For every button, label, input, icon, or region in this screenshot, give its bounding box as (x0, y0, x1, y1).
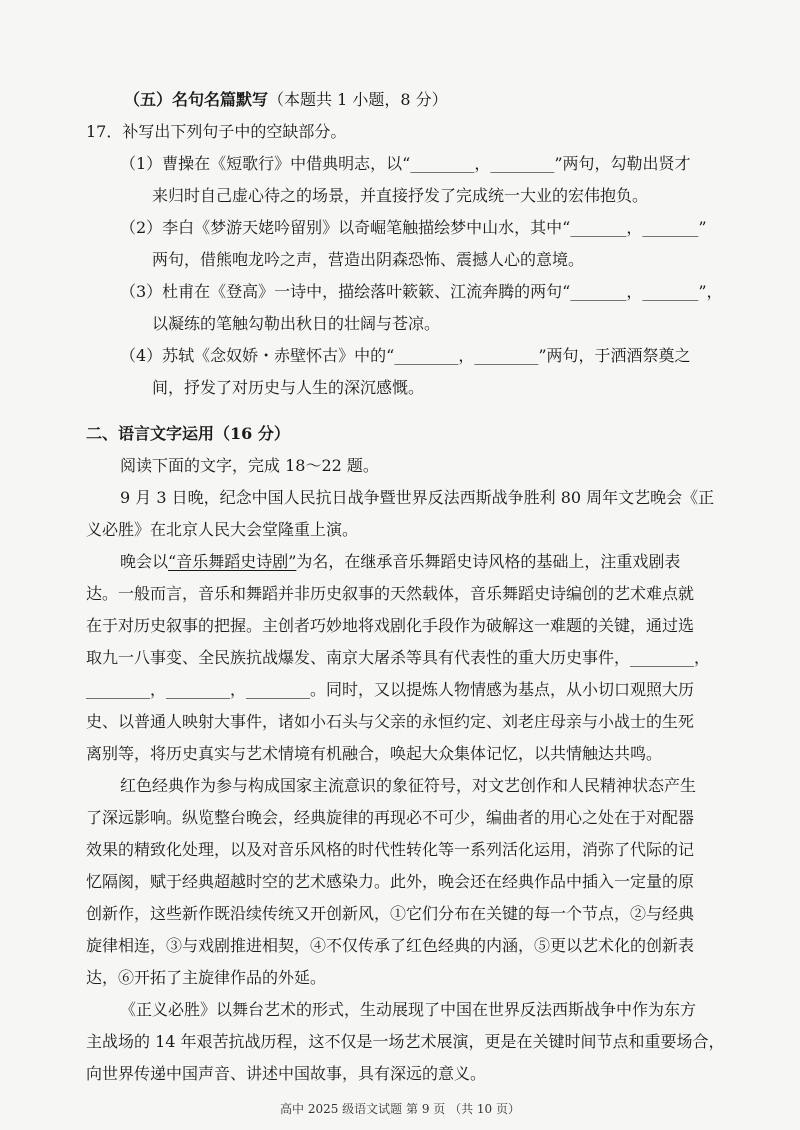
passage-p2-line-6: 史、以普通人映射大事件，诸如小石头与父亲的永恒约定、刘老庄母亲与小战士的生死 (86, 712, 695, 731)
q17-item-2-line-2: 两句，借熊咆龙吟之声，营造出阴森恐怖、震撼人心的意境。 (152, 250, 585, 269)
section-five-heading (124, 90, 448, 110)
passage-p3-line-6: 旋律相连，③与戏剧推进相契，④不仅传承了红色经典的内涵，⑤更以艺术化的创新表 (86, 936, 695, 955)
q17-item-4-line-1: （4）苏轼《念奴娇・赤壁怀古》中的“________，________”两句，于洒酒祭奠之 (120, 346, 691, 365)
passage-p2-line-7: 离别等，将历史真实与艺术情境有机融合，唤起大众集体记忆，以共情触达共鸣。 (86, 744, 663, 763)
section-two-instruction: 阅读下面的文字，完成 18～22 题。 (120, 456, 379, 475)
q17-item-1-line-1: （1）曹操在《短歌行》中借典明志，以“________，________”两句，勾勒出贤才 (120, 154, 691, 173)
passage-p3-line-5: 创新作，这些新作既沿续传统又开创新风，①它们分布在关键的每一个节点，②与经典 (86, 904, 695, 923)
section-five-note: （本题共 1 小题，8 分） (268, 90, 448, 109)
passage-p2-line-3: 在于对历史叙事的把握。主创者巧妙地将戏剧化手段作为破解这一难题的关键，通过选 (86, 616, 695, 635)
passage-p2-line-5: ________，________，________。同时，又以提炼人物情感为基点，从小切口观照大历 (86, 680, 695, 699)
q17-item-3-line-2: 以凝练的笔触勾勒出秋日的壮阔与苍凉。 (152, 314, 441, 333)
page-footer: 高中 2025 级语文试题 第 9 页 （共 10 页） (280, 1102, 520, 1116)
passage-p2-line-1 (120, 552, 680, 572)
passage-p2-line-2: 达。一般而言，音乐和舞蹈并非历史叙事的天然载体，音乐舞蹈史诗编创的艺术难点就 (86, 584, 695, 603)
passage-p2-line-4: 取九一八事变、全民族抗战爆发、南京大屠杀等具有代表性的重大历史事件，________， (86, 648, 711, 667)
passage-p4-line-1: 《正义必胜》以舞台艺术的形式，生动展现了中国在世界反法西斯战争中作为东方 (120, 1000, 697, 1019)
passage-p4-line-2: 主战场的 14 年艰苦抗战历程，这不仅是一场艺术展演，更是在关键时间节点和重要场合， (86, 1032, 725, 1051)
passage-p1-line-1: 9 月 3 日晚，纪念中国人民抗日战争暨世界反法西斯战争胜利 80 周年文艺晚会《正 (120, 488, 715, 507)
question-17-stem: 17．补写出下列句子中的空缺部分。 (86, 122, 347, 141)
p2-suffix: 为名，在继承音乐舞蹈史诗风格的基础上，注重戏剧表 (296, 552, 681, 571)
q17-item-4-line-2: 间，抒发了对历史与人生的深沉感慨。 (152, 378, 425, 397)
passage-p3-line-3: 效果的精致化处理，以及对音乐风格的时代性转化等一系列活化运用，消弥了代际的记 (86, 840, 695, 859)
passage-p3-line-2: 了深远影响。纵览整台晚会，经典旋律的再现必不可少，编曲者的用心之处在于对配器 (86, 808, 695, 827)
p2-underlined-term: “音乐舞蹈史诗剧” (168, 552, 297, 571)
p2-prefix: 晚会以 (120, 552, 169, 571)
q17-item-1-line-2: 来归时自己虚心待之的场景，并直接抒发了完成统一大业的宏伟抱负。 (152, 186, 649, 205)
q17-item-3-line-1: （3）杜甫在《登高》一诗中，描绘落叶簌簌、江流奔腾的两句“_______，_______”， (120, 282, 723, 301)
passage-p1-line-2: 义必胜》在北京人民大会堂隆重上演。 (86, 520, 359, 539)
passage-p3-line-7: 达，⑥开拓了主旋律作品的外延。 (86, 968, 327, 987)
passage-p3-line-4: 忆隔阂，赋于经典超越时空的艺术感染力。此外，晚会还在经典作品中插入一定量的原 (86, 872, 695, 891)
q17-item-2-line-1: （2）李白《梦游天姥吟留别》以奇崛笔触描绘梦中山水，其中“_______，_______” (120, 218, 707, 237)
section-five-title: （五）名句名篇默写 (124, 90, 269, 109)
passage-p3-line-1: 红色经典作为参与构成国家主流意识的象征符号，对文艺创作和人民精神状态产生 (120, 776, 697, 795)
passage-p4-line-3: 向世界传递中国声音、讲述中国故事，具有深远的意义。 (86, 1064, 487, 1083)
section-two-heading: 二、语言文字运用（16 分） (86, 424, 290, 443)
